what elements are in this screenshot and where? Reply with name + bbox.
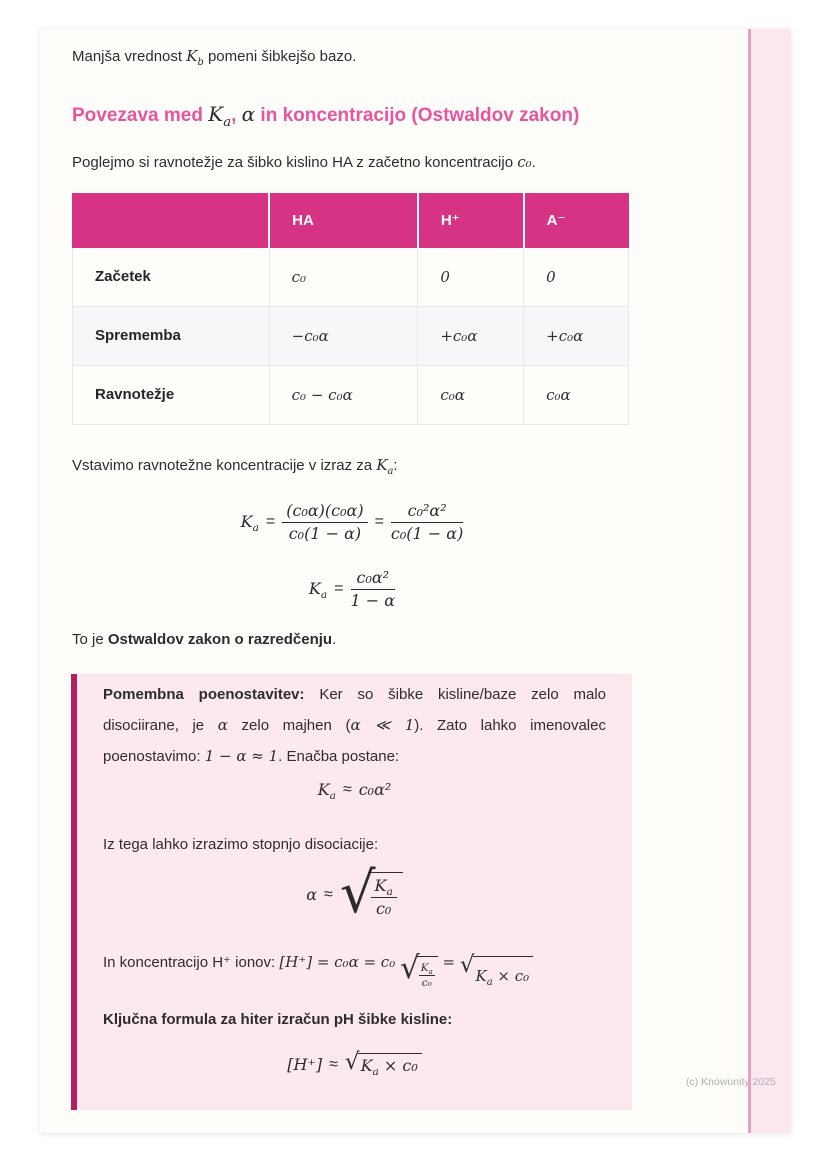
hline-rad2-base: K <box>475 967 487 986</box>
copyright-watermark: (c) Knowunity 2025 <box>686 1076 776 1088</box>
cell-start-h: 0 <box>418 248 524 307</box>
page-right-decorative-strip <box>748 29 791 1133</box>
formula1-denominator-2: c₀(1 − α) <box>390 523 464 543</box>
p3-text-post: : <box>393 457 398 474</box>
cell-eq-h: c₀α <box>418 366 524 425</box>
p4-text-pre: To je <box>72 630 108 648</box>
heading-text-pre: Povezava med <box>72 105 209 126</box>
ice-table <box>72 193 629 425</box>
formula3-lhs-sub: a <box>329 789 336 802</box>
cell-eq-ha: c₀ − c₀α <box>269 366 418 425</box>
callout-key-formula-label: Ključna formula za hiter izračun pH šibke kisline: <box>103 1011 453 1029</box>
formula1-lhs-base: K <box>240 512 253 532</box>
hline-frac-num-base: K <box>420 961 429 974</box>
formula1-numerator-2: c₀²α² <box>391 502 463 523</box>
callout-text-1: Ker so šibke kisline/baze zelo malo disociirane, je <box>103 685 606 734</box>
formula4-denominator: c₀ <box>375 898 392 918</box>
formula-ka-approx <box>103 780 606 800</box>
math-ka-heading-sub: a <box>223 115 232 130</box>
table-header-empty <box>73 194 270 248</box>
p3-text-pre: Vstavimo ravnotežne koncentracije v izraz za <box>72 457 377 474</box>
hline-rad2-sub: a <box>486 977 493 989</box>
formula4-lhs: α <box>306 884 318 904</box>
hline-text-pre: In koncentracijo H⁺ ionov: <box>103 954 280 972</box>
math-ka-inline-sub: a <box>387 466 394 477</box>
math-kb <box>186 47 204 68</box>
cell-eq-a: c₀α <box>524 366 629 425</box>
formula3-lhs-base: K <box>317 779 330 799</box>
formula2-lhs-sub: a <box>320 589 328 602</box>
callout-math-one-minus-alpha: 1 − α ≈ 1 <box>204 746 279 765</box>
paragraph-insert-concentrations <box>72 455 632 476</box>
formula4-radical <box>339 860 403 926</box>
hline-frac-numerator <box>419 963 435 977</box>
callout-lead-bold: Pomembna poenostavitev: <box>103 685 305 703</box>
table-row-change <box>73 307 629 366</box>
paragraph-ostwald-name <box>72 630 632 650</box>
paragraph-intro-equilibrium <box>72 152 632 173</box>
cell-start-ha: c₀ <box>269 248 418 307</box>
h-concentration-line <box>103 945 606 993</box>
math-ka-heading-base: K <box>208 102 224 126</box>
formula4-num-sub: a <box>386 885 393 898</box>
p1-text-pre: Manjša vrednost <box>72 48 187 65</box>
radical-sign-icon: √ <box>399 950 420 987</box>
formula1-equals-2: = <box>374 513 384 531</box>
formula1-fraction-2 <box>391 502 463 543</box>
formula6-rad-base: K <box>360 1056 373 1076</box>
row-label-ravnotezje: Ravnotežje <box>73 366 270 425</box>
p2-text-post: . <box>531 154 536 171</box>
formula-ostwald-law <box>72 569 632 610</box>
formula1-lhs <box>240 512 259 535</box>
table-row-start <box>73 248 629 307</box>
table-header-a-minus: A⁻ <box>524 194 629 248</box>
hline-radical-2 <box>459 952 533 993</box>
math-kb-sub: b <box>197 57 204 68</box>
hline-radicand-2 <box>473 956 534 993</box>
table-header-h-plus: H⁺ <box>418 194 524 248</box>
formula6-lhs: [H⁺] <box>287 1054 323 1074</box>
radical-sign-icon: √ <box>339 860 374 926</box>
formula1-numerator-1: (c₀α)(c₀α) <box>282 502 367 523</box>
hline-frac-denominator: c₀ <box>421 977 432 990</box>
hline-math-1: [H⁺] = c₀α = c₀ <box>279 953 400 972</box>
formula6-rad-sub: a <box>372 1066 379 1079</box>
row-label-zacetek: Začetek <box>73 248 270 307</box>
math-kb-base: K <box>186 47 198 65</box>
section-heading <box>72 101 632 129</box>
hline-frac-num-sub: a <box>428 968 433 977</box>
math-alpha-heading: α <box>241 102 256 126</box>
p4-text-post: . <box>332 630 337 648</box>
formula6-rad-rest: × c₀ <box>378 1056 418 1076</box>
formula3-approx: ≈ <box>342 780 352 798</box>
heading-comma: , <box>231 105 242 126</box>
callout-math-alpha-ll-1: α ≪ 1 <box>350 715 415 734</box>
document-page <box>40 29 791 1133</box>
callout-text-4: . Enačba postane: <box>278 747 400 765</box>
formula6-radicand <box>358 1053 422 1079</box>
row-label-sprememba: Sprememba <box>73 307 270 366</box>
formula2-lhs <box>308 579 328 602</box>
formula2-numerator: c₀α² <box>351 569 396 590</box>
formula2-equals: = <box>334 580 344 598</box>
callout-lead-paragraph <box>103 679 606 772</box>
formula1-lhs-sub: a <box>252 522 259 535</box>
paragraph-kb-note <box>72 46 632 67</box>
math-ka-inline <box>376 456 394 477</box>
callout-text-3: ). Zato lahko imenovalec poenostavimo: <box>103 716 606 765</box>
formula6-approx: ≈ <box>329 1055 338 1073</box>
formula4-num-base: K <box>374 875 387 895</box>
hline-equals: = <box>437 953 460 972</box>
cell-change-h: +c₀α <box>418 307 524 366</box>
radical-sign-icon: √ <box>459 952 475 979</box>
table-header-ha: HA <box>269 194 418 248</box>
math-c0-inline: c₀ <box>517 153 532 171</box>
formula6-radical <box>344 1049 422 1079</box>
p2-text-pre: Poglejmo si ravnotežje za šibko kislino HA z začetno koncentracijo <box>72 154 518 171</box>
callout-text-2: zelo majhen ( <box>227 716 351 734</box>
cell-start-a: 0 <box>524 248 629 307</box>
p1-text-post: pomeni šibkejšo bazo. <box>203 48 357 65</box>
formula1-denominator-1: c₀(1 − α) <box>288 523 362 543</box>
hline-rad2-rest: × c₀ <box>492 967 530 986</box>
hline-radical-1 <box>399 950 438 993</box>
formula4-numerator <box>371 877 397 898</box>
heading-text-post: in koncentracijo (Ostwaldov zakon) <box>255 105 580 126</box>
formula-alpha-sqrt <box>103 860 606 926</box>
formula2-fraction <box>351 569 396 610</box>
table-row-equilibrium <box>73 366 629 425</box>
math-ka-heading <box>208 102 232 130</box>
cell-change-ha: −c₀α <box>269 307 418 366</box>
important-note-callout <box>71 674 632 1111</box>
formula3-lhs <box>318 780 336 800</box>
page-content <box>72 29 632 1110</box>
table-header-row <box>73 194 629 248</box>
math-ka-inline-base: K <box>376 456 388 474</box>
callout-text-dissociation: Iz tega lahko izrazimo stopnjo disociacije: <box>103 835 379 853</box>
radical-sign-icon: √ <box>344 1049 360 1076</box>
formula4-fraction <box>371 877 397 918</box>
formula2-denominator: 1 − α <box>350 590 396 610</box>
hline-fraction <box>419 963 435 990</box>
cell-change-a: +c₀α <box>524 307 629 366</box>
p4-bold: Ostwaldov zakon o razredčenju <box>107 630 333 648</box>
formula2-lhs-base: K <box>308 579 321 599</box>
formula1-fraction-1 <box>282 502 367 543</box>
formula4-approx: ≈ <box>324 885 333 903</box>
formula-h-concentration <box>103 1049 606 1079</box>
formula1-equals-1: = <box>265 513 276 531</box>
formula-ka-full <box>72 502 632 543</box>
formula3-rhs: c₀α² <box>358 779 392 799</box>
callout-math-alpha: α <box>217 715 228 734</box>
